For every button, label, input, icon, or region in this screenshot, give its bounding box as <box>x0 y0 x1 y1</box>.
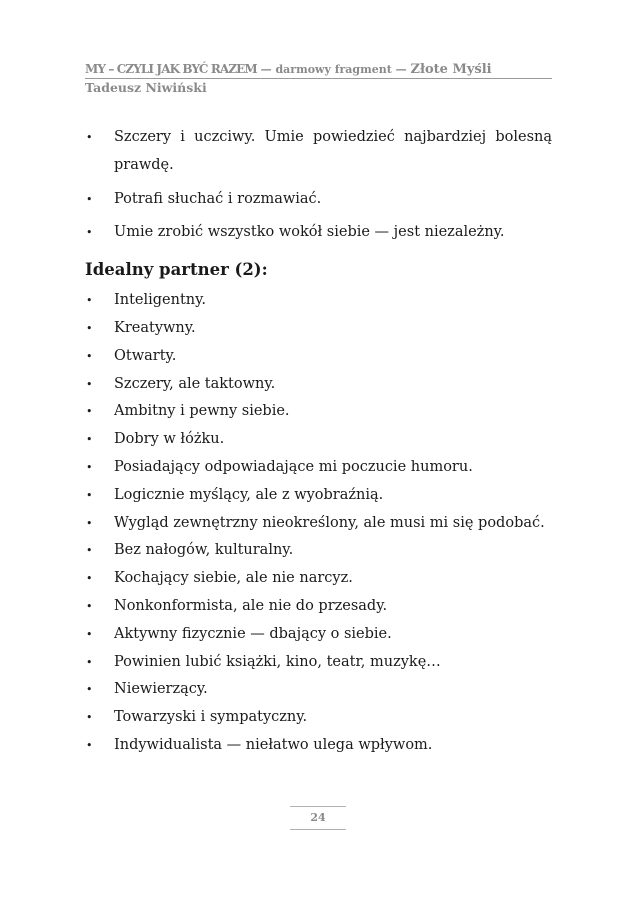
list-item <box>85 621 552 649</box>
bullet-marker: • <box>86 516 93 530</box>
running-header <box>85 62 552 96</box>
list-item <box>85 219 552 247</box>
bullet-marker: • <box>86 321 93 335</box>
section-heading: Idealny partner (2): <box>85 260 268 280</box>
bullet-marker: • <box>86 683 93 697</box>
list-item-text: Indywidualista — niełatwo ulega wpływom. <box>114 736 433 753</box>
list-item-text: Powinien lubić książki, kino, teatr, muzykę… <box>114 653 441 670</box>
list-item-text: Posiadający odpowiadające mi poczucie humoru. <box>114 458 473 475</box>
bullet-marker: • <box>86 131 93 144</box>
header-separator: — <box>391 63 411 76</box>
list-item <box>85 371 552 399</box>
header-separator: — <box>256 63 276 76</box>
list-item <box>85 537 552 565</box>
partner-bullet-list <box>85 287 552 760</box>
bullet-marker: • <box>86 738 93 752</box>
list-item-text: Ambitny i pewny siebie. <box>114 403 290 420</box>
list-item-text: Kochający siebie, ale nie narcyz. <box>114 570 353 587</box>
header-title-line <box>85 62 552 79</box>
bullet-marker: • <box>86 226 93 240</box>
list-item <box>85 287 552 315</box>
bullet-marker: • <box>86 349 93 363</box>
list-item-text: Nonkonformista, ale nie do przesady. <box>114 597 388 614</box>
bullet-marker: • <box>86 192 93 206</box>
bullet-marker: • <box>86 599 93 613</box>
bullet-marker: • <box>86 572 93 586</box>
list-item-text: Towarzyski i sympatyczny. <box>114 709 308 726</box>
list-item <box>85 482 552 510</box>
list-item-text: Wygląd zewnętrzny nieokreślony, ale musi mi się podobać. <box>114 514 545 531</box>
bullet-marker: • <box>86 405 93 419</box>
list-item-text: Potrafi słuchać i rozmawiać. <box>114 190 322 207</box>
publisher-name: Złote Myśli <box>410 62 492 77</box>
list-item-text: Aktywny fizycznie — dbający o siebie. <box>114 625 392 642</box>
list-item <box>85 593 552 621</box>
list-item-text: Umie zrobić wszystko wokół siebie — jest niezależny. <box>114 224 505 241</box>
list-item-text: Szczery i uczciwy. Umie powiedzieć najbardziej bolesną prawdę. <box>114 129 552 173</box>
bullet-marker: • <box>86 433 93 447</box>
page-number: 24 <box>310 811 326 824</box>
fragment-label: darmowy fragment <box>275 63 392 76</box>
footer-rule-bottom <box>290 829 346 830</box>
intro-bullet-list <box>85 124 552 247</box>
list-item <box>85 732 552 760</box>
list-item-text: Niewierzący. <box>114 681 208 698</box>
list-item <box>85 649 552 677</box>
list-item-text: Dobry w łóżku. <box>114 431 225 448</box>
list-item-text: Bez nałogów, kulturalny. <box>114 542 294 559</box>
bullet-marker: • <box>86 627 93 641</box>
list-item <box>85 510 552 538</box>
list-item <box>85 426 552 454</box>
list-item <box>85 343 552 371</box>
book-title: MY – CZYLI JAK BYĆ RAZEM <box>85 62 257 76</box>
list-item <box>85 704 552 732</box>
list-item <box>85 565 552 593</box>
bullet-marker: • <box>86 488 93 502</box>
list-item <box>85 676 552 704</box>
list-item <box>85 315 552 343</box>
author-name: Tadeusz Niwiński <box>85 80 207 95</box>
list-item-text: Logicznie myślący, ale z wyobraźnią. <box>114 486 384 503</box>
list-item-text: Inteligentny. <box>114 292 206 309</box>
bullet-marker: • <box>86 655 93 669</box>
bullet-marker: • <box>86 294 93 308</box>
list-item <box>85 186 552 214</box>
page-content <box>85 124 552 760</box>
bullet-marker: • <box>86 711 93 725</box>
page-footer <box>290 806 346 830</box>
list-item <box>85 124 552 180</box>
list-item-text: Otwarty. <box>114 347 177 364</box>
list-item-text: Szczery, ale taktowny. <box>114 375 276 392</box>
list-item-text: Kreatywny. <box>114 319 196 336</box>
bullet-marker: • <box>86 460 93 474</box>
bullet-marker: • <box>86 544 93 558</box>
bullet-marker: • <box>86 377 93 391</box>
list-item <box>85 398 552 426</box>
list-item <box>85 454 552 482</box>
